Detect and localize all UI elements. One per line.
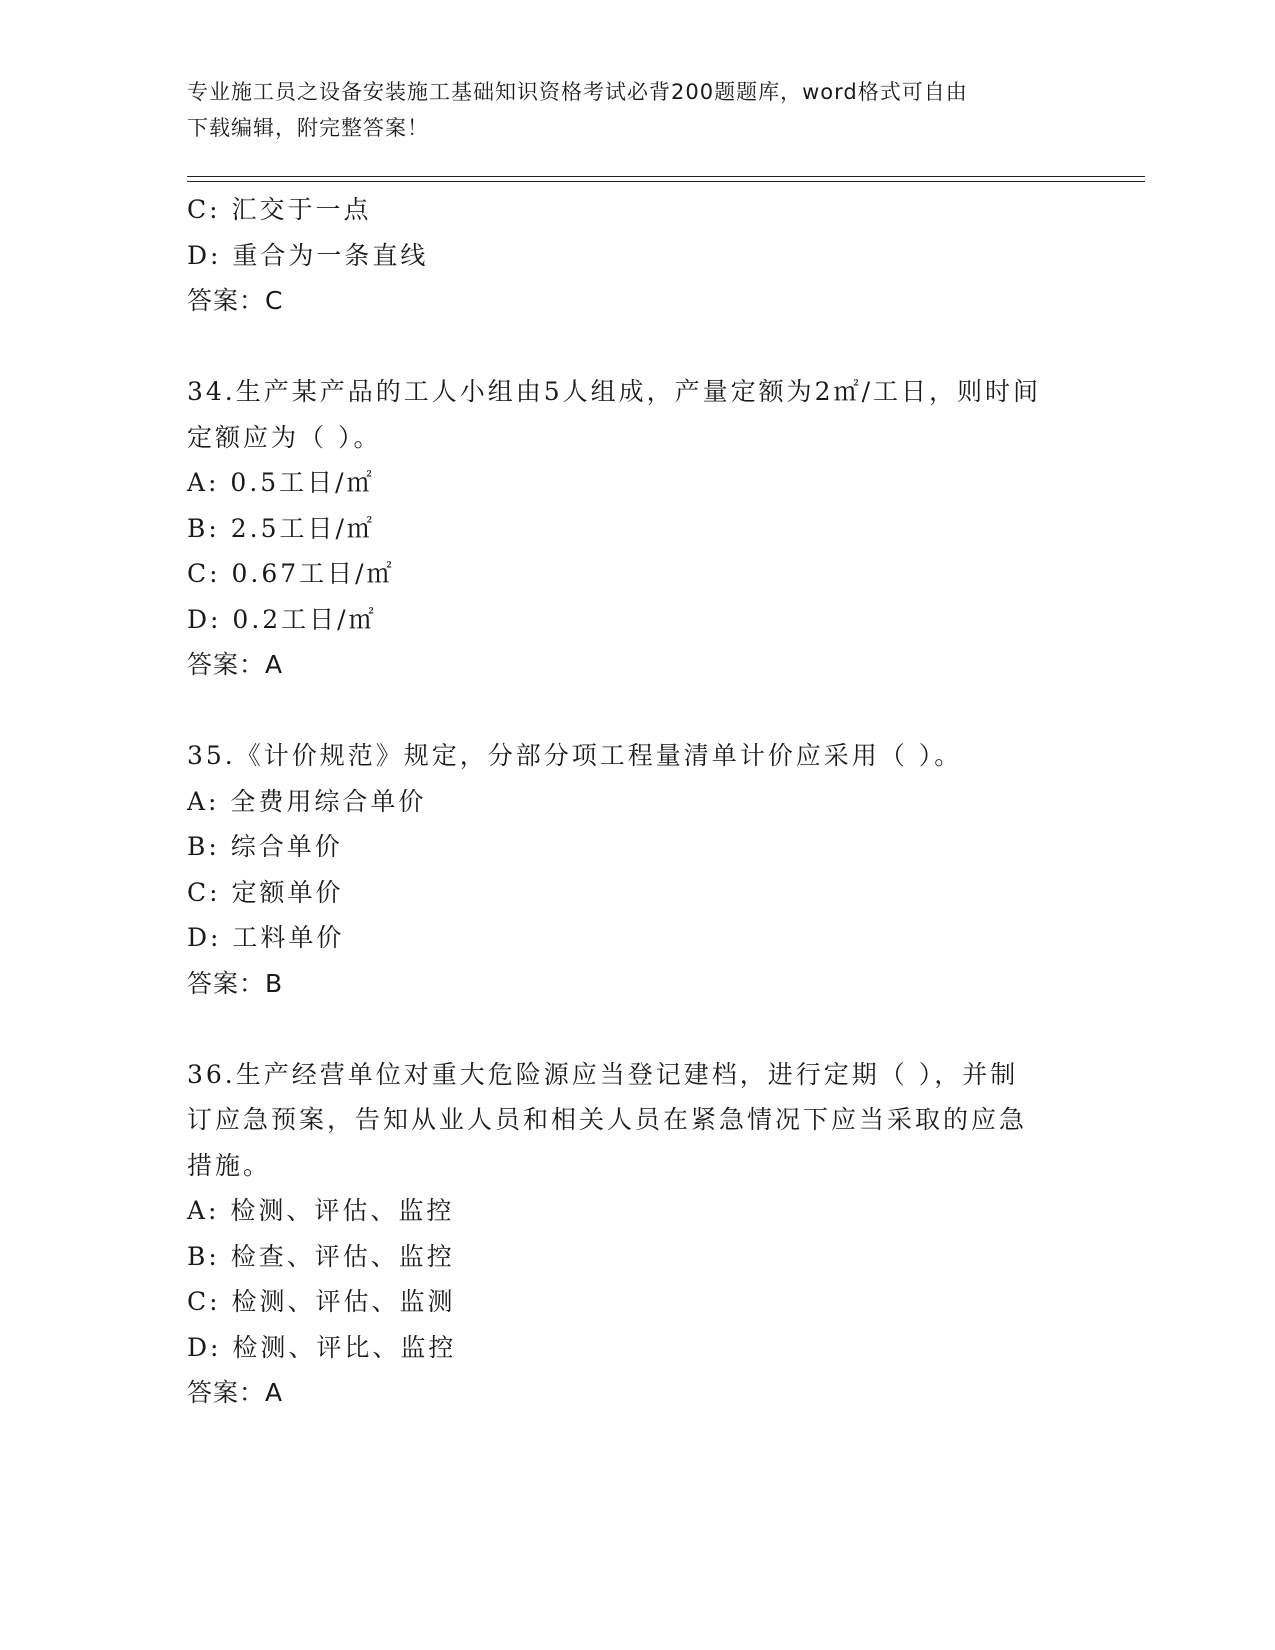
question-content <box>187 187 1087 1416</box>
question-stem-line: 定额应为（ ）。 <box>187 422 382 452</box>
option-a: A: 检测、评估、监控 <box>187 1196 455 1225</box>
option-d: D: 工料单价 <box>187 923 345 952</box>
option-b: B: 2.5工日/㎡ <box>187 513 375 543</box>
question-34 <box>187 369 1087 688</box>
header-divider-bottom <box>187 181 1145 182</box>
question-33-tail <box>187 187 1087 324</box>
question-stem-line: 34.生产某产品的工人小组由5人组成，产量定额为2㎡/工日，则时间 <box>187 377 1041 406</box>
header-line-2: 下载编辑，附完整答案！ <box>187 116 429 140</box>
option-c: C: 汇交于一点 <box>187 195 372 224</box>
spacer <box>187 1006 1087 1052</box>
option-b: B: 综合单价 <box>187 832 343 861</box>
page-header <box>187 74 1067 146</box>
question-stem-line: 36.生产经营单位对重大危险源应当登记建档，进行定期（ ），并制 <box>187 1059 1019 1089</box>
option-a: A: 全费用综合单价 <box>187 786 427 816</box>
option-b: B: 检查、评估、监控 <box>187 1241 455 1271</box>
question-stem-line: 订应急预案，告知从业人员和相关人员在紧急情况下应当采取的应急 <box>187 1105 1028 1134</box>
header-divider-top <box>187 176 1145 177</box>
option-a: A: 0.5工日/㎡ <box>187 468 375 497</box>
question-stem-line: 35.《计价规范》规定，分部分项工程量清单计价应采用（ ）。 <box>187 741 963 770</box>
option-d: D: 检测、评比、监控 <box>187 1332 457 1362</box>
spacer <box>187 324 1087 370</box>
option-c: C: 检测、评估、监测 <box>187 1287 456 1316</box>
answer: 答案：A <box>187 650 284 679</box>
answer: 答案：C <box>187 286 284 315</box>
option-d: D: 重合为一条直线 <box>187 240 429 270</box>
spacer <box>187 688 1087 734</box>
answer: 答案：B <box>187 968 284 998</box>
option-c: C: 0.67工日/㎡ <box>187 559 395 588</box>
question-stem-line: 措施。 <box>187 1150 272 1180</box>
question-35 <box>187 733 1087 1006</box>
header-line-1: 专业施工员之设备安装施工基础知识资格考试必背200题题库，word格式可自由 <box>187 80 968 104</box>
option-d: D: 0.2工日/㎡ <box>187 604 377 634</box>
option-c: C: 定额单价 <box>187 877 344 907</box>
question-36 <box>187 1052 1087 1416</box>
answer: 答案：A <box>187 1378 284 1407</box>
